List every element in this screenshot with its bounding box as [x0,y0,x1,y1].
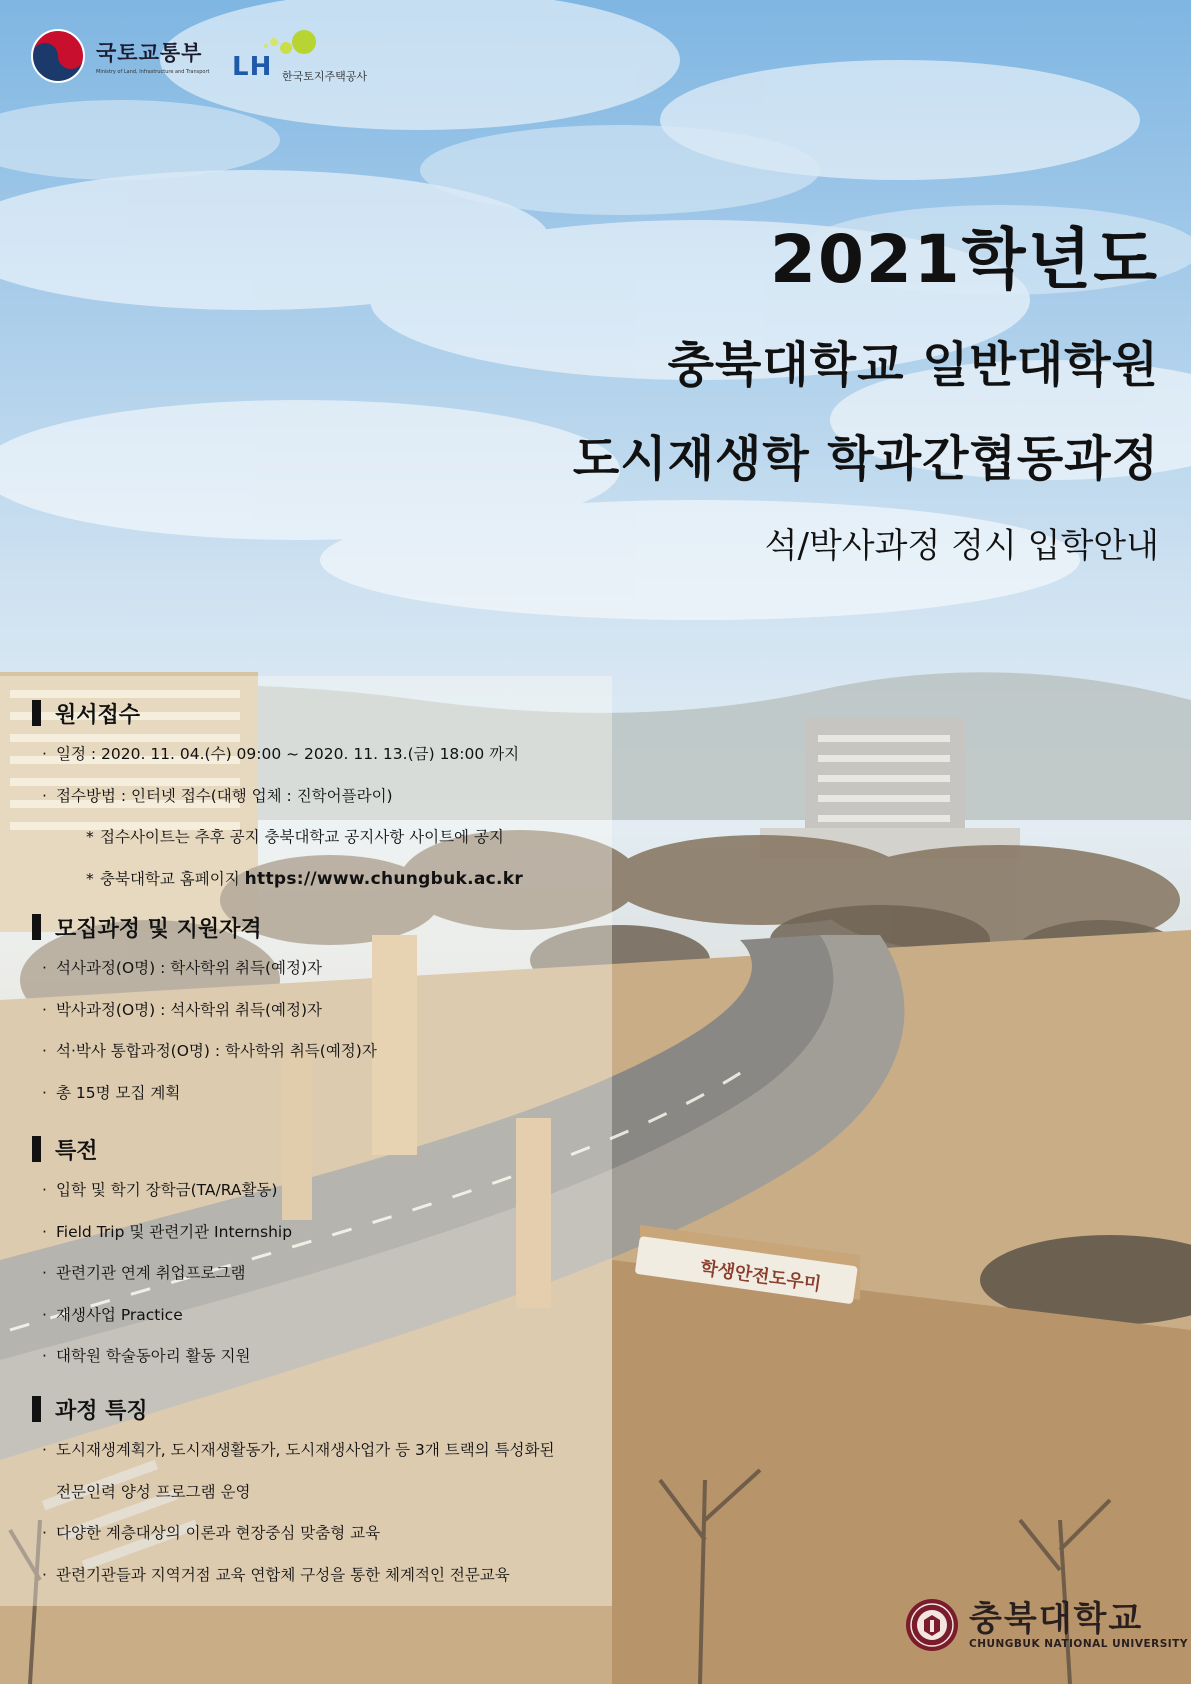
logo-bar [30,28,390,88]
section-application [32,698,523,900]
list-item-continuation: 전문인력 양성 프로그램 운영 [56,1482,251,1501]
list-item-note: * 충북대학교 홈페이지 https://www.chungbuk.ac.kr [86,868,524,889]
university-seal-icon [905,1598,959,1652]
section-title: 원서접수 [55,702,141,728]
list-item: · 관련기관 연계 취업프로그램 [42,1264,246,1283]
list-item: · 재생사업 Practice [42,1305,183,1324]
list-item: · Field Trip 및 관련기관 Internship [42,1222,293,1241]
list-item: · 총 15명 모집 계획 [42,1083,181,1102]
list-item-note: * 접수사이트는 추후 공지 충북대학교 공지사항 사이트에 공지 [86,828,504,847]
title-line-2: 도시재생학 학과간협동과정 [572,431,1159,487]
list-item: · 다양한 계층대상의 이론과 현장중심 맞춤형 교육 [42,1524,381,1543]
title-year: 2021학년도 [770,221,1159,298]
molit-logo [30,28,209,84]
section-features [32,1394,554,1596]
list-item: · 입학 및 학기 장학금(TA/RA활동) [42,1181,278,1199]
list-item: · 석사과정(O명) : 학사학위 취득(예정)자 [42,959,323,977]
heading-bar [32,1136,41,1162]
heading-bar [32,914,41,940]
section-title: 모집과정 및 지원자격 [55,916,262,942]
heading-bar [32,1396,41,1422]
section-heading [32,1394,554,1424]
university-name: 충북대학교 [969,1599,1144,1639]
heading-bar [32,700,41,726]
section-heading [32,698,523,728]
university-logo [905,1598,1188,1652]
list-item: · 박사과정(O명) : 석사학위 취득(예정)자 [42,1000,323,1019]
section-title: 과정 특징 [55,1398,148,1424]
lh-letters: LH [232,52,273,82]
section-programs [32,912,377,1114]
homepage-url-link[interactable]: https://www.chungbuk.ac.kr [244,868,524,889]
section-title: 특전 [55,1138,98,1164]
title-subtitle: 석/박사과정 정시 입학안내 [764,526,1159,566]
molit-name: 국토교통부 [96,41,203,65]
university-english-name: CHUNGBUK NATIONAL UNIVERSITY [969,1638,1188,1650]
list-item: · 관련기관들과 지역거점 교육 연합체 구성을 통한 체계적인 전문교육 [42,1565,510,1584]
title-line-1: 충북대학교 일반대학원 [667,337,1159,393]
section-heading [32,912,377,942]
campus-sign-text: 학생안전도우미 [698,1257,823,1296]
section-heading [32,1134,292,1164]
list-item: · 석·박사 통합과정(O명) : 학사학위 취득(예정)자 [42,1042,377,1061]
molit-english-name: Ministry of Land, Infrastructure and Transport [96,69,210,75]
taegeuk-emblem-icon [30,28,86,84]
title-block [573,220,1159,580]
list-item: · 일정 : 2020. 11. 04.(수) 09:00 ~ 2020. 11. 13.(금) 18:00 까지 [42,745,520,763]
lh-logo [230,28,400,88]
list-item: · 도시재생계획가, 도시재생활동가, 도시재생사업가 등 3개 트랙의 특성화된 [42,1441,555,1459]
section-benefits [32,1134,292,1378]
list-item: · 접수방법 : 인터넷 접수(대행 업체 : 진학어플라이) [42,786,393,805]
lh-name: 한국토지주택공사 [282,70,368,83]
list-item: · 대학원 학술동아리 활동 지원 [42,1347,251,1366]
